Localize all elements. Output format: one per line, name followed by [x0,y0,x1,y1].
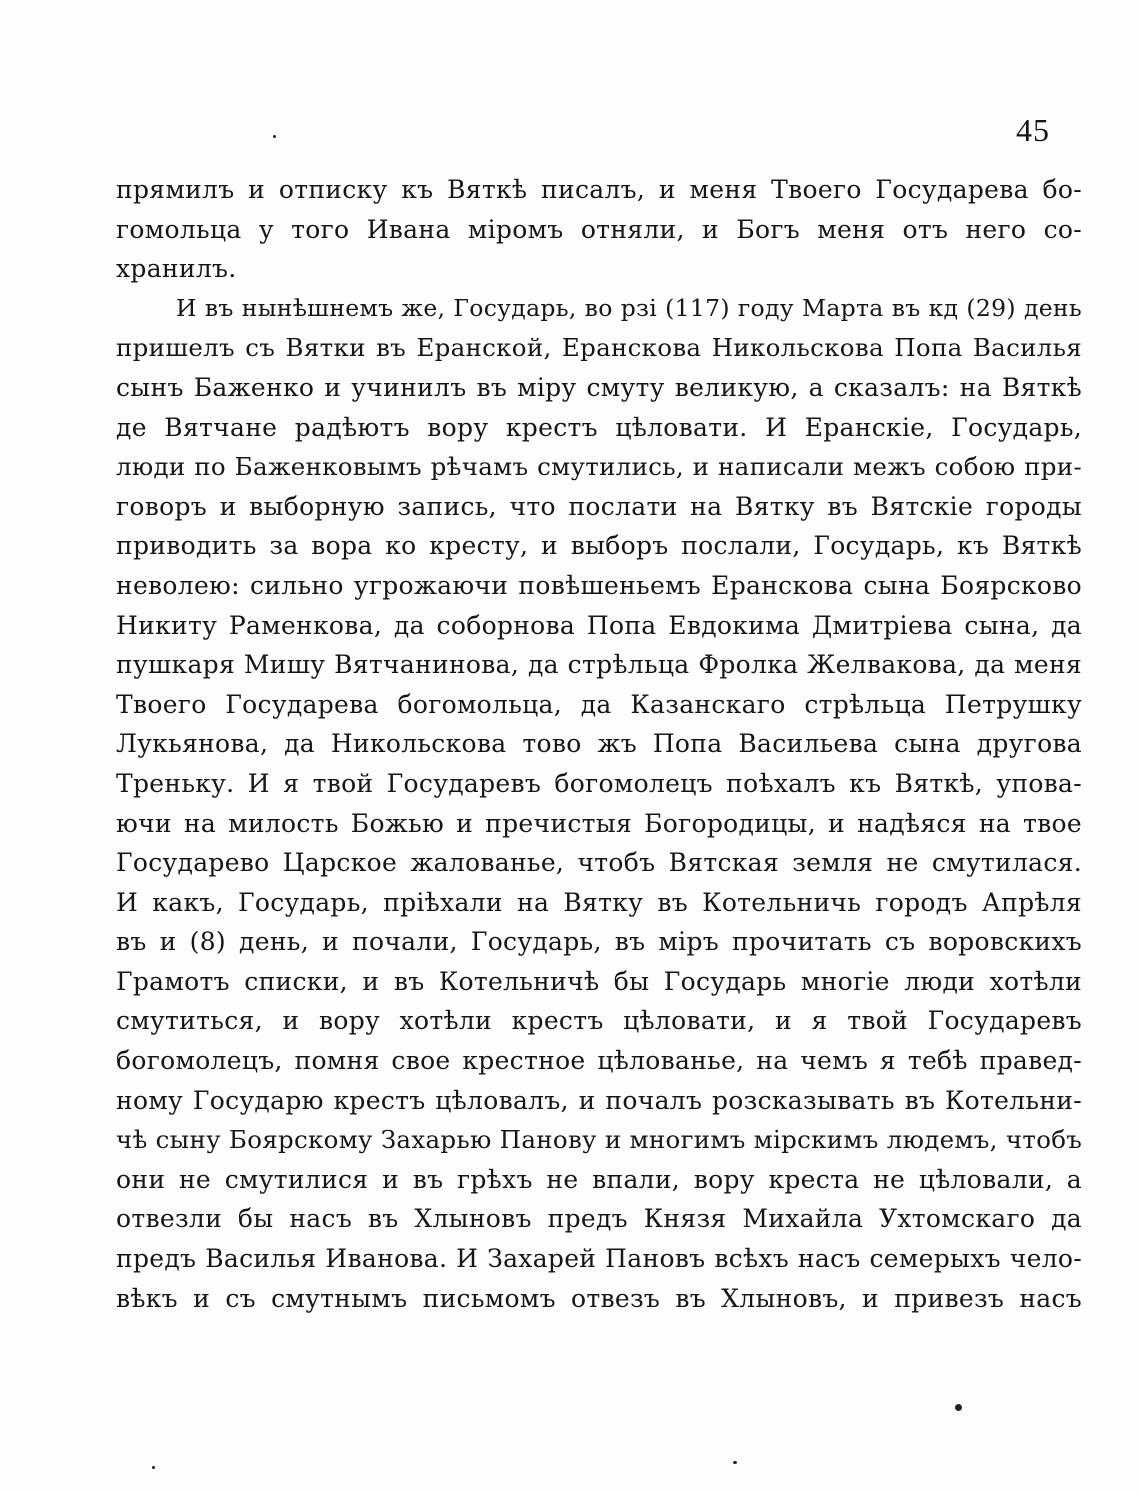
text-line: ючи на милость Божью и пречистыя Богородицы, и надѣяся на твое [116,808,1082,838]
text-line: въ и (8) день, и почали, Государь, въ міръ прочитать съ воровскихъ [116,927,1082,957]
text-line: приводить за вора ко кресту, и выборъ послали, Государь, къ Вяткѣ [116,531,1082,561]
text-line: хранилъ. [116,254,237,284]
text-line: отвезли бы насъ въ Хлыновъ предъ Князя Михайла Ухтомскаго да [116,1204,1082,1234]
text-line: ному Государю крестъ цѣловалъ, и почалъ розсказывать въ Котельни- [116,1085,1082,1115]
body-text [116,170,1082,1318]
text-line: вѣкъ и съ смутнымъ письмомъ отвезъ въ Хлыновъ, и привезъ насъ [116,1283,1082,1313]
text-line: богомолецъ, помня свое крестное цѣлованье, на чемъ я тебѣ правед- [116,1046,1082,1076]
text-line: смутиться, и вору хотѣли крестъ цѣловати, и я твой Государевъ [116,1006,1082,1036]
scan-speck [733,1461,737,1464]
text-line: Никиту Раменкова, да соборнова Попа Евдокима Дмитріева сына, да [116,610,1082,640]
scan-speck [273,135,276,138]
text-line: неволею: сильно угрожаючи повѣшеньемъ Еранскова сына Боярсково [116,570,1082,600]
text-line: предъ Василья Иванова. И Захарей Пановъ всѣхъ насъ семерыхъ чело- [116,1244,1082,1274]
text-line: пушкаря Мишу Вятчанинова, да стрѣльца Фролка Желвакова, да меня [116,650,1082,680]
text-line: И въ нынѣшнемъ же, Государь, во рзі (117) году Марта въ кд (29) день [176,293,1082,322]
text-line: они не смутилися и въ грѣхъ не впали, вору креста не цѣловали, а [116,1164,1082,1194]
text-line: гомольца у того Ивана міромъ отняли, и Богъ меня отъ него со- [116,214,1082,244]
text-line: Государево Царское жалованье, чтобъ Вятская земля не смутилася. [116,848,1082,878]
text-line: И какъ, Государь, пріѣхали на Вятку въ Котельничь городъ Апрѣля [116,887,1082,917]
text-line: сынъ Баженко и учинилъ въ міру смуту великую, а сказалъ: на Вяткѣ [116,372,1082,402]
text-line: пришелъ съ Вятки въ Еранской, Еранскова Никольскова Попа Василья [116,333,1082,363]
scan-speck [955,1404,962,1411]
text-line: Грамотъ списки, и въ Котельничѣ бы Государь многіе люди хотѣли [116,966,1082,996]
page-number: 45 [1016,112,1050,148]
text-line: де Вятчане радѣютъ вору крестъ цѣловати. И Еранскіе, Государь, [116,412,1082,442]
text-line: люди по Баженковымъ рѣчамъ смутились, и написали межъ собою при- [116,452,1082,482]
text-line: Треньку. И я твой Государевъ богомолецъ поѣхалъ къ Вяткѣ, упова- [116,768,1082,798]
text-line: чѣ сыну Боярскому Захарью Панову и многимъ мірскимъ людемъ, чтобъ [116,1125,1083,1155]
text-line: прямилъ и отписку къ Вяткѣ писалъ, и меня Твоего Государева бо- [116,175,1082,204]
text-line: Твоего Государева богомольца, да Казанскаго стрѣльца Петрушку [116,689,1082,719]
text-line: Лукьянова, да Никольскова тово жъ Попа Васильева сына другова [116,729,1082,759]
text-line: говоръ и выборную запись, что послати на Вятку въ Вятскіе городы [116,491,1082,521]
scan-speck [152,1466,155,1469]
